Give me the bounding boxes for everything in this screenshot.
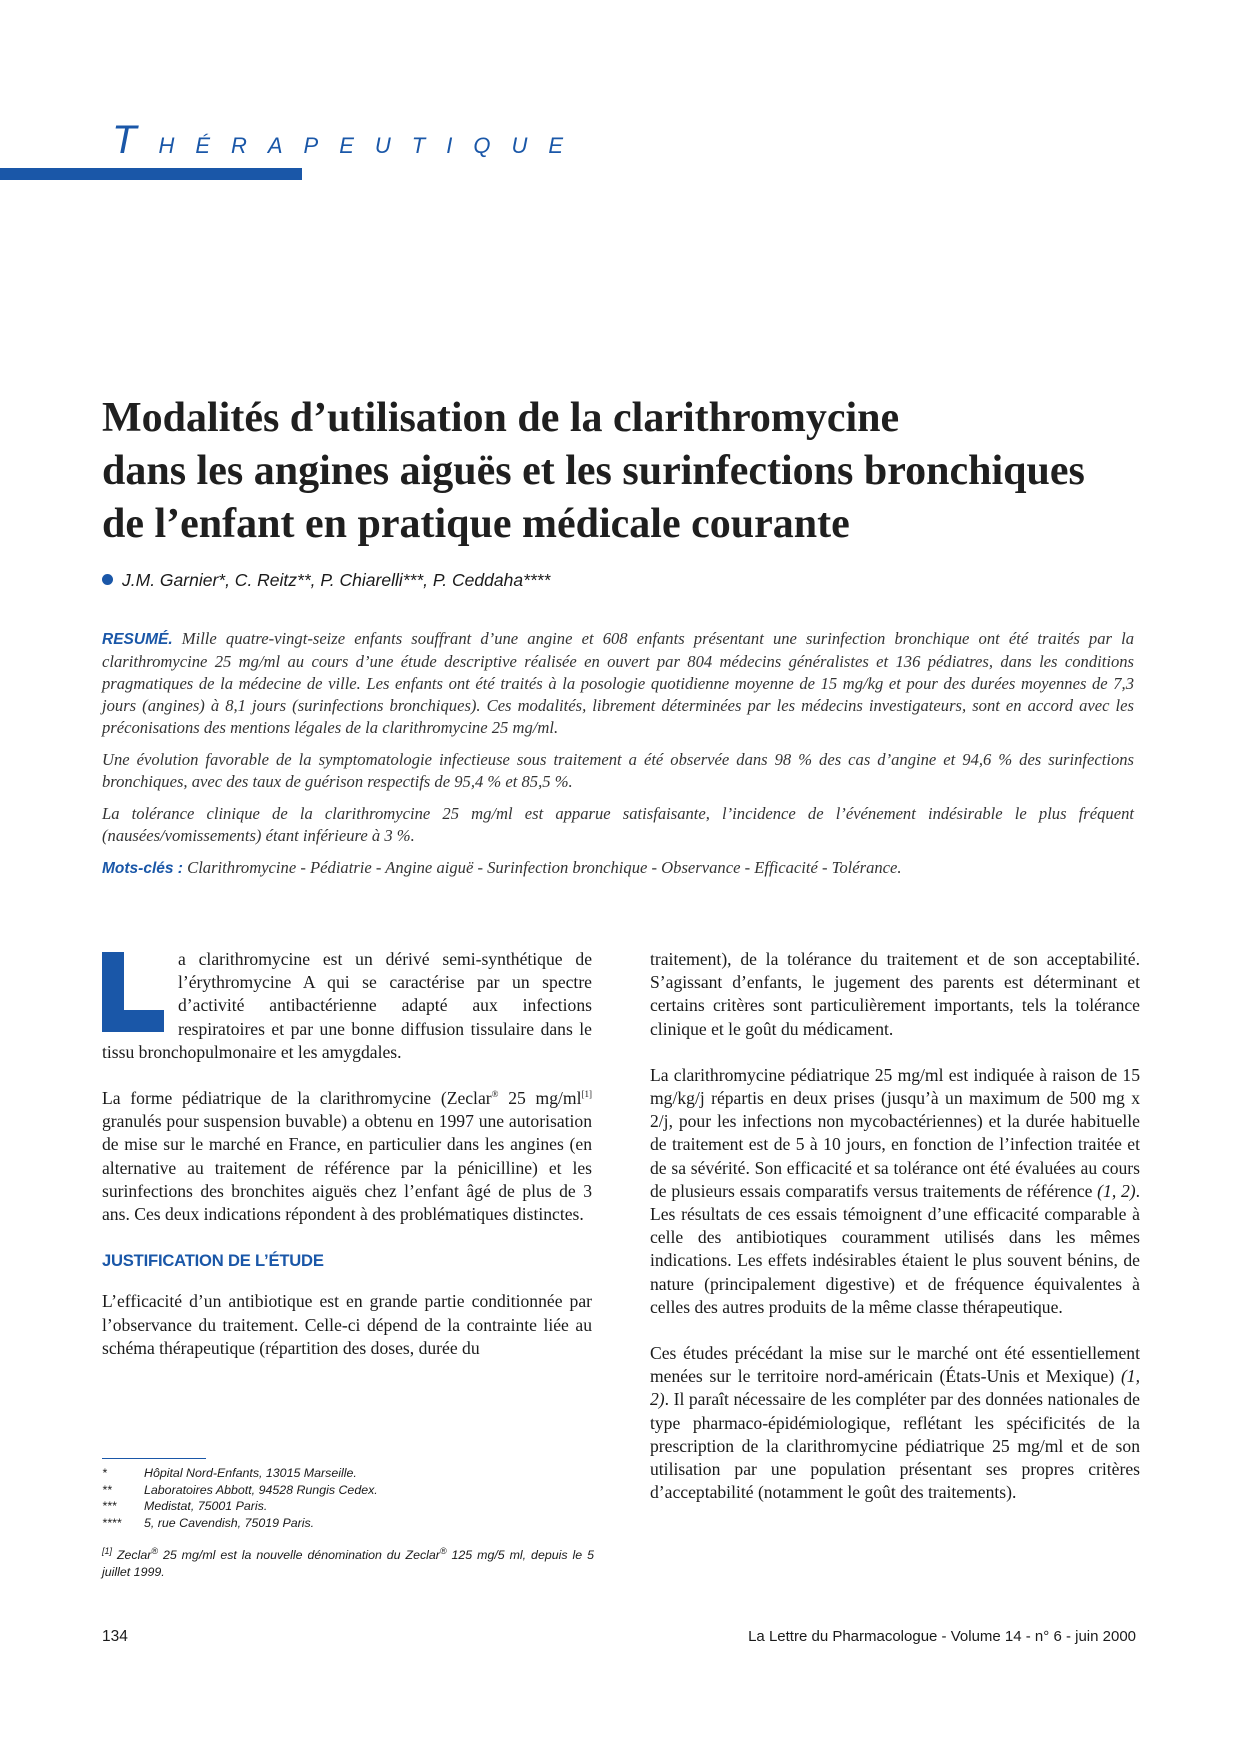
rubric-initial: T [112,118,137,162]
abstract-paragraph-1 [102,628,1134,739]
article-title [102,392,1162,551]
abstract-text-1: Mille quatre-vingt-seize enfants souffrant d’une angine et 608 enfants présentant une surinfection bronchique ont été traités par la clarithromycine 25 mg/ml au cours d’une étude descriptive réalisée en ouvert par 804 médecins généralistes et 136 pédiatres, dans les conditions pragmatiques de la médecine de ville. Les enfants ont été traités à la posologie quotidienne moyenne de 15 mg/kg et pour des durées moyennes de 7,3 jours (angines) à 8,1 jours (surinfections bronchiques). Ces modalités, librement déterminées par les médecins investigateurs, sont en accord avec les préconisations des mentions légales de la clarithromycine 25 mg/ml. [102,629,1134,737]
registered-mark: ® [491,1089,499,1100]
body-paragraph-4: traitement), de la tolérance du traitement et de son acceptabilité. S’agissant d’enfants, le jugement des parents est déterminant et certains critères sont particulièrement importants, tels la tolérance clinique et le goût du médicament. [650,949,1140,1039]
body-paragraph-intro [102,948,592,1064]
affiliation-mark: *** [102,1499,117,1513]
citation: (1, 2) [1097,1180,1136,1201]
text-run: Zeclar [112,1548,152,1562]
page-number: 134 [102,1628,128,1645]
title-line-2: dans les angines aiguës et les surinfections bronchiques [102,448,1085,494]
footnotes [102,1465,594,1580]
text-run: La clarithromycine pédiatrique 25 mg/ml est indiquée à raison de 15 mg/kg/j répartis en deux prises (jusqu’à un maximum de 500 mg x 2/j, pour les infections non mycobactériennes) et la durée habituelle de traitement est de 5 à 10 jours, en fonction de l’infection traitée et de sa sévérité. Son efficacité et sa tolérance ont été évaluées au cours de plusieurs essais comparatifs versus traitements de référence [650,1064,1140,1201]
journal-reference: La Lettre du Pharmacologue - Volume 14 - n° 6 - juin 2000 [748,1628,1136,1645]
body-paragraph-5 [650,1064,1140,1319]
title-line-3: de l’enfant en pratique médicale courante [102,501,850,547]
registered-mark: ® [151,1545,159,1556]
footnote-ref: [1] [581,1089,592,1100]
body-column-right [650,948,1140,1527]
affiliation-text: Laboratoires Abbott, 94528 Rungis Cedex. [144,1482,378,1497]
section-rubric [112,118,584,163]
text-run: . Il paraît nécessaire de les compléter par des données nationales de type pharmaco-épidémiologique, reflétant les spécificités de la prescription de la clarithromycine pédiatrique 25 mg/ml et de son utilisation par une population présentant ses propres critères d’acceptabilité (notamment le goût des traitements). [650,1389,1140,1503]
text-run: La forme pédiatrique de la clarithromycine (Zeclar [102,1088,492,1109]
affiliation [102,1482,594,1499]
body-paragraph-6 [650,1342,1140,1504]
affiliation-mark: * [102,1466,107,1480]
product-footnote [102,1547,594,1580]
affiliation-mark: **** [102,1515,122,1530]
body-column-left [102,948,592,1383]
text-run: 125 mg/5 ml, depuis le 5 juillet 1999. [102,1548,594,1579]
rubric-bar [0,168,302,180]
body-paragraph-3: L’efficacité d’un antibiotique est en grande partie conditionnée par l’observance du traitement. Celle-ci dépend de la contrainte liée au schéma thérapeutique (répartition des doses, durée du [102,1291,592,1358]
affiliation-text: 5, rue Cavendish, 75019 Paris. [144,1515,315,1530]
bullet-icon [102,574,113,585]
abstract-paragraph-2: Une évolution favorable de la symptomatologie infectieuse sous traitement a été observée dans 98 % des cas d’angine et 94,6 % des surinfections bronchiques, avec des taux de guérison respectifs de 95,4 % et 85,5 %. [102,750,1134,791]
abstract-paragraph-3: La tolérance clinique de la clarithromycine 25 mg/ml est apparue satisfaisante, l’incidence de l’événement indésirable le plus fréquent (nausées/vomissements) étant inférieure à 3 %. [102,804,1134,845]
text-run: Ces études précédant la mise sur le marché ont été essentiellement menées sur le territoire nord-américain (États-Unis et Mexique) [650,1343,1140,1387]
body-paragraph-2 [102,1087,592,1226]
text-run: 25 mg/ml est la nouvelle dénomination du Zeclar [158,1548,440,1562]
affiliation-text: Hôpital Nord-Enfants, 13015 Marseille. [144,1466,357,1480]
affiliation [102,1465,594,1482]
text-run: granulés pour suspension buvable) a obtenu en 1997 une autorisation de mise sur le marché en France, en particulier dans les angines (en alternative au traitement de référence par la pénicilline) et les surinfections des bronchites aiguës chez l’enfant âgé de plus de 3 ans. Ces deux indications répondent à des problématiques distinctes. [102,1111,592,1225]
text-run: 25 mg/ml [498,1088,582,1109]
affiliation [102,1498,594,1515]
section-heading: JUSTIFICATION DE L’ÉTUDE [102,1251,324,1271]
affiliation-text: Medistat, 75001 Paris. [144,1499,268,1513]
footnote-rule [102,1458,206,1459]
affiliation [102,1515,594,1532]
authors: J.M. Garnier*, C. Reitz**, P. Chiarelli***, P. Ceddaha**** [122,570,551,590]
title-line-1: Modalités d’utilisation de la clarithromycine [102,395,900,441]
citation: (1, 2) [650,1366,1140,1410]
rubric-rest: HÉRAPEUTIQUE [158,133,585,158]
abstract [102,628,1134,890]
intro-text: a clarithromycine est un dérivé semi-synthétique de l’érythromycine A qui se caractérise par un spectre d’activité antibactérienne adapté aux infections respiratoires et par une bonne diffusion tissulaire dans le tissu bronchopulmonaire et les amygdales. [102,949,592,1062]
keywords-paragraph [102,857,1134,880]
abstract-label: RESUMÉ. [102,631,173,648]
dropcap [102,952,166,1032]
affiliation-mark: ** [102,1482,112,1497]
registered-mark: ® [439,1545,447,1556]
keywords-label: Mots-clés : [102,860,183,877]
authors-line [102,570,550,591]
keywords: Clarithromycine - Pédiatrie - Angine aiguë - Surinfection bronchique - Observance - Efficacité - Tolérance. [187,858,902,877]
text-run: . Les résultats de ces essais témoignent d’une efficacité comparable à celle des antibiotiques couramment utilisés dans les mêmes indications. Les effets indésirables étaient le plus souvent bénins, de nature (principalement digestive) et de fréquence équivalentes à celles des autres produits de la même classe thérapeutique. [650,1180,1141,1317]
footnote-mark: [1] [102,1545,113,1556]
